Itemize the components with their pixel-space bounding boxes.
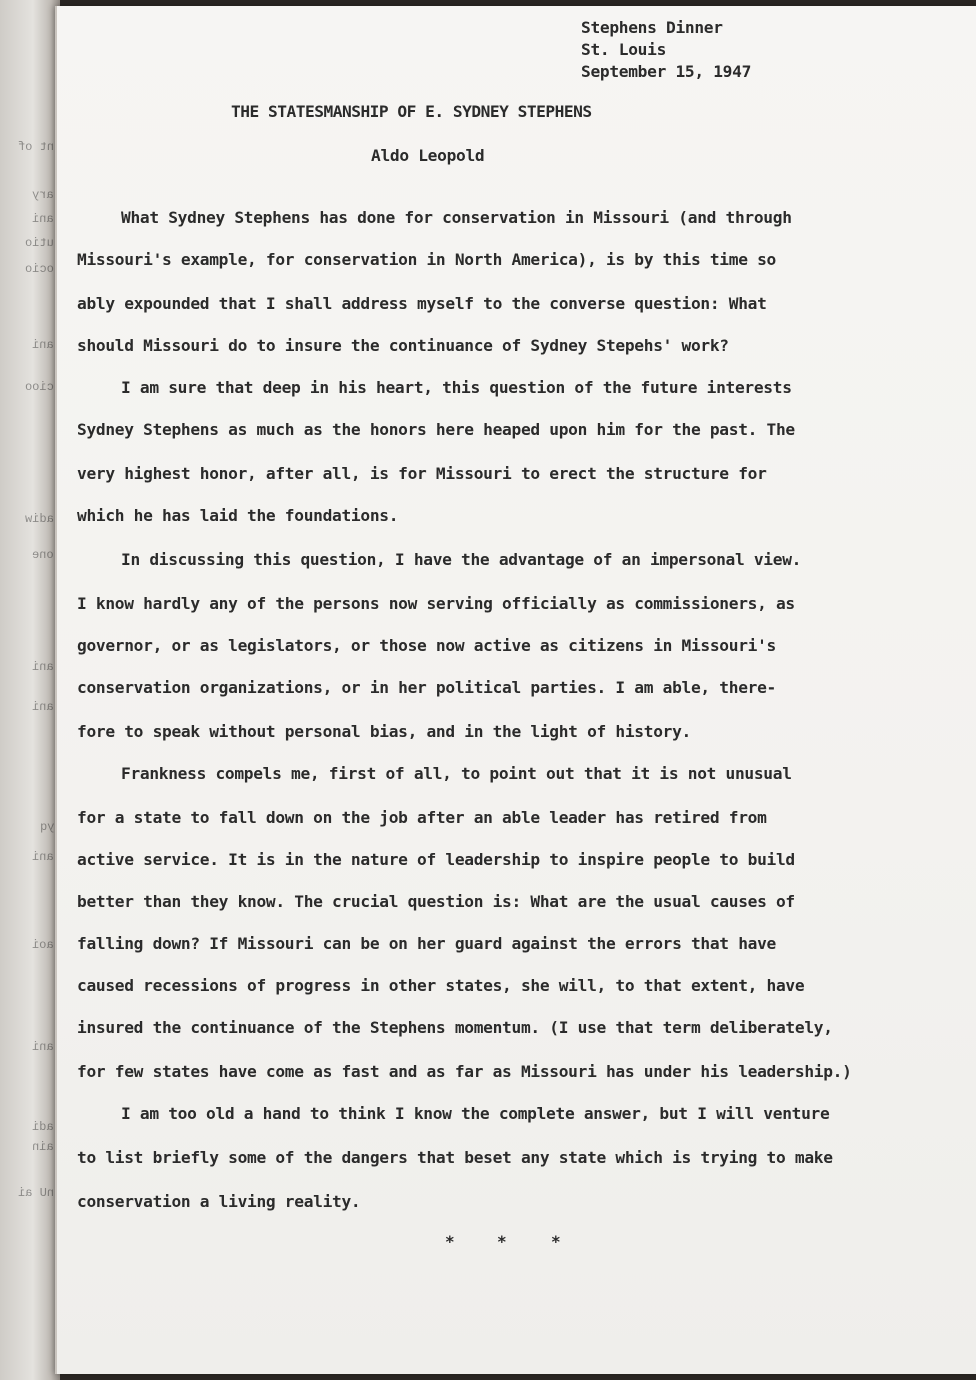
page-title: THE STATESMANSHIP OF E. SYDNEY STEPHENS	[231, 102, 592, 121]
typed-page	[55, 6, 976, 1374]
text-line: conservation organizations, or in her political parties. I am able, there-	[77, 678, 776, 697]
bleed-through-text: ary	[32, 188, 54, 202]
text-line: better than they know. The crucial question is: What are the usual causes of	[77, 892, 795, 911]
bleed-through-text: one	[32, 548, 54, 562]
text-line: ably expounded that I shall address myself to the converse question: What	[77, 294, 767, 313]
text-line: I am sure that deep in his heart, this question of the future interests	[121, 378, 792, 397]
text-line: to list briefly some of the dangers that beset any state which is trying to make	[77, 1148, 833, 1167]
asterisk: *	[551, 1232, 561, 1251]
asterisk: *	[497, 1232, 507, 1251]
bleed-through-text: ani	[32, 660, 54, 674]
bleed-through-text: yq	[39, 820, 54, 834]
bleed-through-text: ani	[32, 850, 54, 864]
bleed-through-text: ani	[32, 338, 54, 352]
bleed-through-text: cioo	[25, 380, 54, 394]
bleed-through-text: adi	[32, 1120, 54, 1134]
header-location: St. Louis	[581, 40, 667, 59]
asterisk: *	[445, 1232, 455, 1251]
text-line: insured the continuance of the Stephens momentum. (I use that term deliberately,	[77, 1018, 833, 1037]
bleed-through-text: ain	[32, 1140, 54, 1154]
text-line: In discussing this question, I have the advantage of an impersonal view.	[121, 550, 802, 569]
text-line: What Sydney Stephens has done for conservation in Missouri (and through	[121, 208, 792, 227]
text-line: active service. It is in the nature of leadership to inspire people to build	[77, 850, 795, 869]
text-line: I am too old a hand to think I know the complete answer, but I will venture	[121, 1104, 830, 1123]
bleed-through-text: ani	[32, 1040, 54, 1054]
text-line: Sydney Stephens as much as the honors here heaped upon him for the past. The	[77, 420, 795, 439]
text-line: conservation a living reality.	[77, 1192, 361, 1211]
bleed-through-text: utio	[25, 236, 54, 250]
text-line: Frankness compels me, first of all, to point out that it is not unusual	[121, 764, 792, 783]
text-line: very highest honor, after all, is for Missouri to erect the structure for	[77, 464, 767, 483]
author-name: Aldo Leopold	[371, 146, 485, 165]
header-date: September 15, 1947	[581, 62, 752, 81]
bleed-through-text: aoi	[32, 938, 54, 952]
text-line: I know hardly any of the persons now serving officially as commissioners, as	[77, 594, 795, 613]
bleed-through-text: adiw	[25, 512, 54, 526]
bleed-through-text: ani	[32, 700, 54, 714]
text-line: fore to speak without personal bias, and in the light of history.	[77, 722, 691, 741]
text-line: for a state to fall down on the job after an able leader has retired from	[77, 808, 767, 827]
header-event: Stephens Dinner	[581, 18, 723, 37]
bleed-through-text: nU ai	[17, 1186, 54, 1200]
section-separator	[445, 1232, 565, 1254]
bleed-through-text: nt of	[17, 140, 54, 154]
text-line: which he has laid the foundations.	[77, 506, 399, 525]
bleed-through-text: ocio	[25, 262, 54, 276]
text-line: governor, or as legislators, or those now active as citizens in Missouri's	[77, 636, 776, 655]
text-line: should Missouri do to insure the continuance of Sydney Stepehs' work?	[77, 336, 729, 355]
bleed-through-text: ani	[32, 212, 54, 226]
text-line: falling down? If Missouri can be on her guard against the errors that have	[77, 934, 776, 953]
text-line: Missouri's example, for conservation in North America), is by this time so	[77, 250, 776, 269]
underlying-page-edge	[0, 0, 60, 1380]
text-line: caused recessions of progress in other states, she will, to that extent, have	[77, 976, 805, 995]
text-line: for few states have come as fast and as far as Missouri has under his leadership.)	[77, 1062, 852, 1081]
